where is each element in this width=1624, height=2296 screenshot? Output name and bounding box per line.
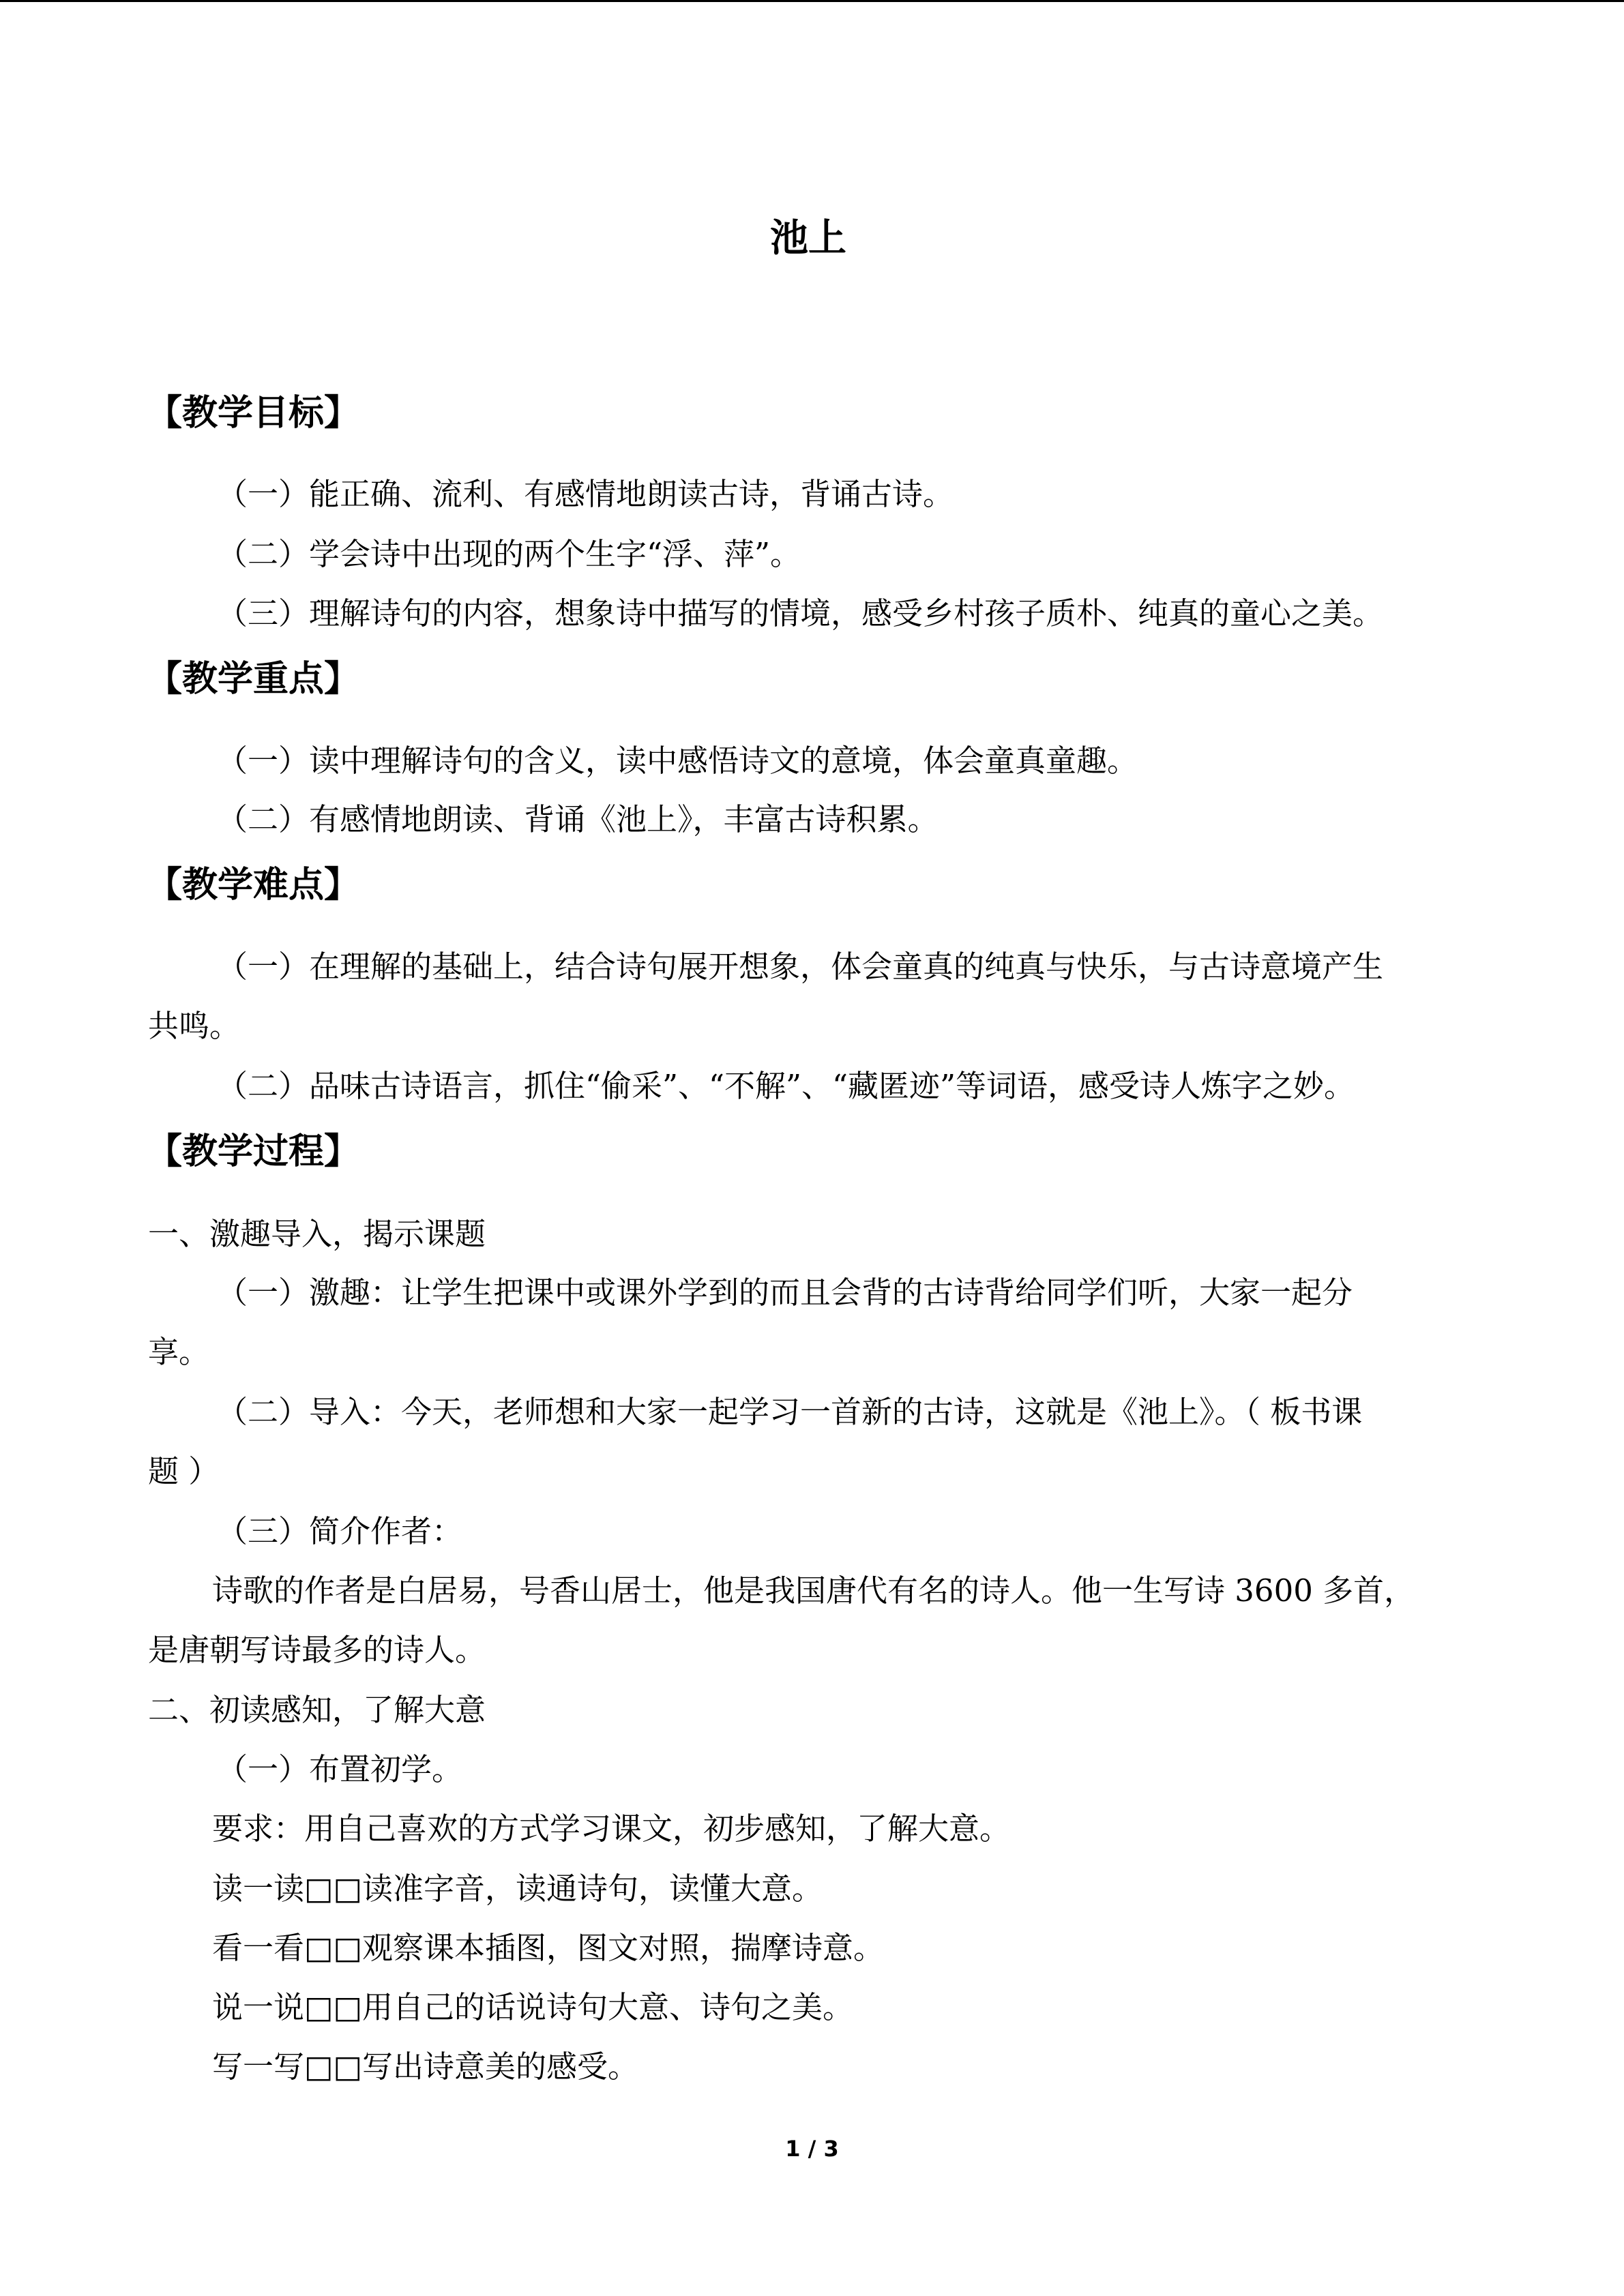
process-item-line: 题 ） [148,1453,220,1489]
process-item-line: （一）激趣：让学生把课中或课外学到的而且会背的古诗背给同学们听，大家一起分 [217,1274,1353,1311]
difficulty-item-line: 共鸣。 [148,1008,241,1044]
process-item-line: 享。 [148,1334,210,1370]
requirement-line: 要求：用自己喜欢的方式学习课文，初步感知，了解大意。 [212,1810,1011,1847]
objective-item: （一）能正确、流利、有感情地朗读古诗，背诵古诗。 [217,476,954,512]
heading-key-points: 【教学重点】 [147,659,360,700]
author-intro-line: 诗歌的作者是白居易，号香山居士，他是我国唐代有名的诗人。他一生写诗 3600 多首， [212,1572,1415,1609]
task-line: 看一看□□观察课本插图，图文对照，揣摩诗意。 [212,1930,885,1966]
task-line: 读一读□□读准字音，读通诗句，读懂大意。 [212,1870,823,1907]
task-line: 写一写□□写出诗意美的感受。 [212,2048,639,2085]
heading-teaching-objectives: 【教学目标】 [147,393,360,434]
process-item: （三）简介作者： [217,1513,463,1549]
process-item-line: （二）导入：今天，老师想和大家一起学习一首新的古诗，这就是《池上》。（ 板书课 [217,1394,1363,1430]
page-number: 1 / 3 [785,2136,839,2162]
author-intro-line: 是唐朝写诗最多的诗人。 [148,1632,486,1668]
objective-item: （三）理解诗句的内容，想象诗中描写的情境，感受乡村孩子质朴、纯真的童心之美。 [217,595,1384,631]
difficulty-item: （二）品味古诗语言，抓住“偷采”、“不解”、“藏匿迹”等词语，感受诗人炼字之妙。 [217,1068,1355,1104]
key-point-item: （一）读中理解诗句的含义，读中感悟诗文的意境，体会童真童趣。 [217,743,1138,779]
heading-teaching-process: 【教学过程】 [147,1131,360,1172]
difficulty-item-line: （一）在理解的基础上，结合诗句展开想象，体会童真的纯真与快乐，与古诗意境产生 [217,949,1384,985]
task-line: 说一说□□用自己的话说诗句大意、诗句之美。 [212,1989,854,2025]
document-title: 池上 [770,216,846,260]
process-step-title: 一、激趣导入，揭示课题 [148,1216,486,1252]
process-step-title: 二、初读感知，了解大意 [148,1692,486,1728]
objective-item: （二）学会诗中出现的两个生字“浮、萍”。 [217,536,801,572]
top-border-line [0,0,1624,2]
process-item: （一）布置初学。 [217,1751,463,1787]
heading-difficulties: 【教学难点】 [147,865,360,906]
key-point-item: （二）有感情地朗读、背诵《池上》，丰富古诗积累。 [217,801,939,837]
